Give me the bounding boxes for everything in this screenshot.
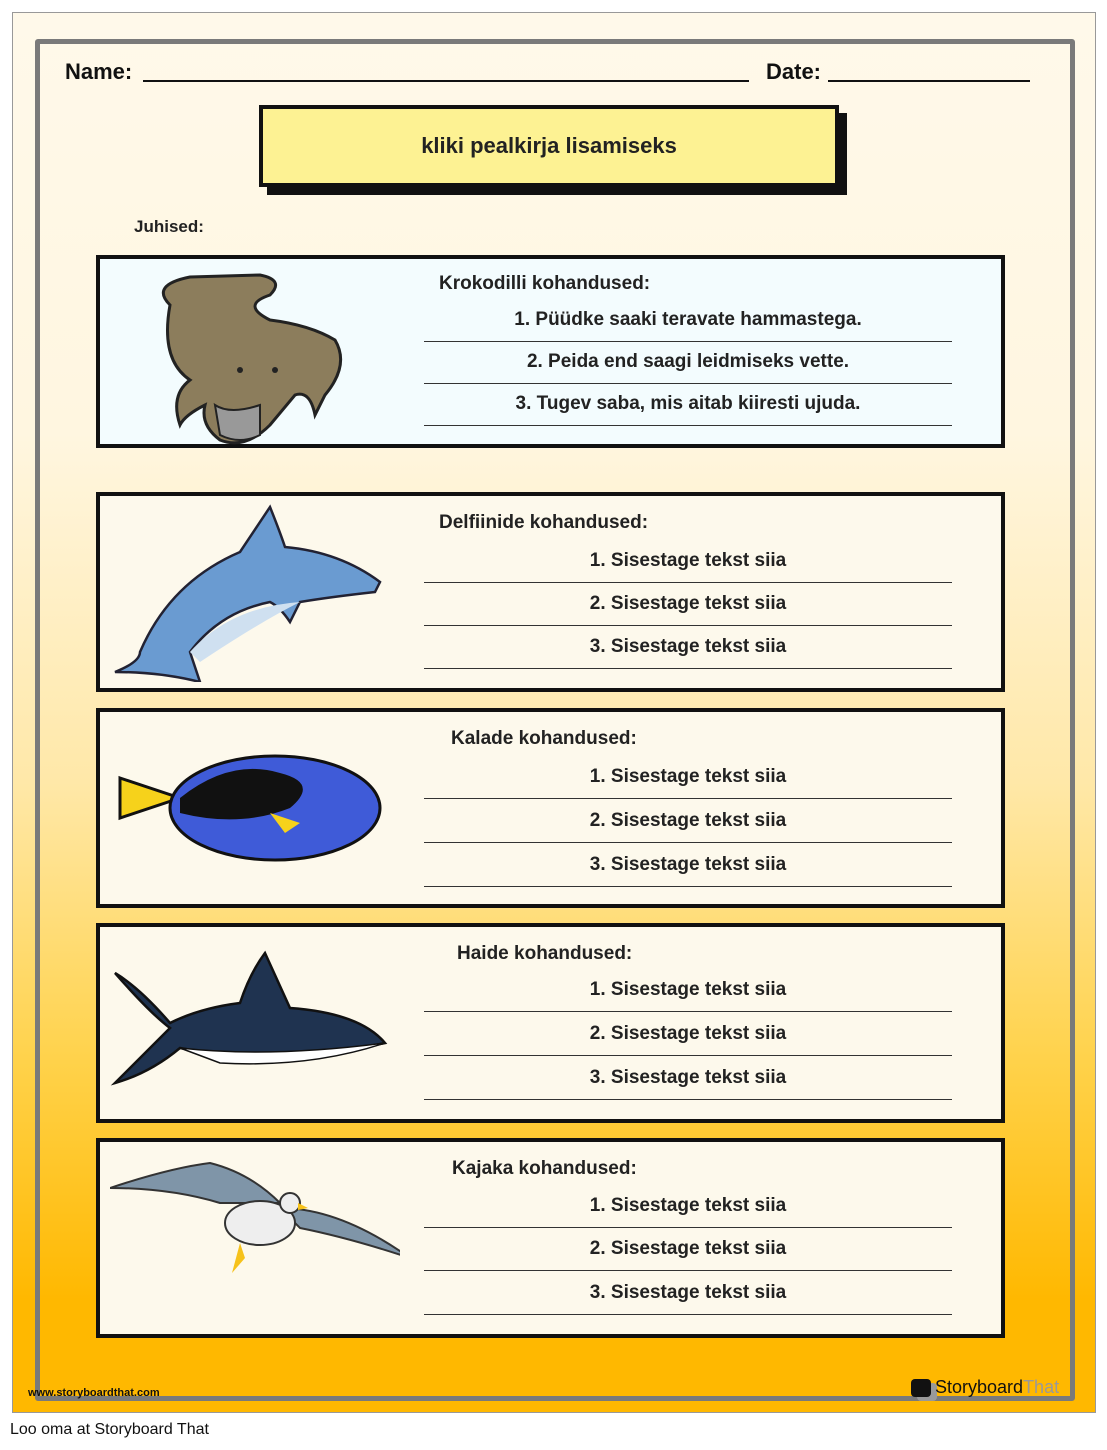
date-field[interactable] bbox=[828, 80, 1030, 82]
panel-fish bbox=[96, 708, 1005, 908]
panel-heading: Delfiinide kohandused: bbox=[439, 512, 649, 533]
panel-dolphin bbox=[96, 492, 1005, 692]
answer-line-2[interactable]: 2. Peida end saagi leidmiseks vette. bbox=[424, 351, 952, 384]
answer-line-1[interactable]: 1. Sisestage tekst siia bbox=[424, 979, 952, 1012]
caption[interactable]: Loo oma at Storyboard That bbox=[10, 1421, 209, 1438]
answer-line-1[interactable]: 1. Sisestage tekst siia bbox=[424, 766, 952, 799]
answer-line-2[interactable]: 2. Sisestage tekst siia bbox=[424, 1023, 952, 1056]
panel-crocodile bbox=[96, 255, 1005, 448]
answer-line-3[interactable]: 3. Sisestage tekst siia bbox=[424, 1067, 952, 1100]
answer-line-2[interactable]: 2. Sisestage tekst siia bbox=[424, 1238, 952, 1271]
name-field[interactable] bbox=[143, 80, 749, 82]
fish-icon bbox=[110, 718, 400, 898]
answer-line-3[interactable]: 3. Sisestage tekst siia bbox=[424, 636, 952, 669]
panel-heading: Krokodilli kohandused: bbox=[439, 273, 651, 294]
answer-line-1[interactable]: 1. Sisestage tekst siia bbox=[424, 1195, 952, 1228]
shark-icon bbox=[110, 933, 400, 1113]
answer-line-2[interactable]: 2. Sisestage tekst siia bbox=[424, 810, 952, 843]
crocodile-icon bbox=[110, 265, 400, 445]
speech-bubble-icon bbox=[911, 1379, 931, 1397]
panel-heading: Kalade kohandused: bbox=[451, 728, 637, 749]
footer-url[interactable]: www.storyboardthat.com bbox=[28, 1387, 160, 1399]
storyboardthat-logo[interactable] bbox=[911, 1377, 1059, 1398]
brand-text-that: That bbox=[1023, 1377, 1060, 1397]
panel-heading: Haide kohandused: bbox=[457, 943, 633, 964]
panel-shark bbox=[96, 923, 1005, 1123]
answer-line-1[interactable]: 1. Sisestage tekst siia bbox=[424, 550, 952, 583]
panel-seagull bbox=[96, 1138, 1005, 1338]
answer-line-2[interactable]: 2. Sisestage tekst siia bbox=[424, 593, 952, 626]
answer-line-3[interactable]: 3. Tugev saba, mis aitab kiiresti ujuda. bbox=[424, 393, 952, 426]
panel-heading: Kajaka kohandused: bbox=[452, 1158, 637, 1179]
name-label: Name: bbox=[65, 59, 133, 84]
answer-line-3[interactable]: 3. Sisestage tekst siia bbox=[424, 1282, 952, 1315]
brand-text: Storyboard bbox=[935, 1377, 1024, 1397]
date-label: Date: bbox=[766, 59, 822, 84]
answer-line-1[interactable]: 1. Püüdke saaki teravate hammastega. bbox=[424, 309, 952, 342]
instructions-label: Juhised: bbox=[134, 217, 204, 236]
answer-line-3[interactable]: 3. Sisestage tekst siia bbox=[424, 854, 952, 887]
title-box[interactable]: kliki pealkirja lisamiseks bbox=[259, 105, 839, 187]
seagull-icon bbox=[110, 1148, 400, 1328]
dolphin-icon bbox=[110, 502, 400, 682]
worksheet bbox=[12, 12, 1096, 1413]
